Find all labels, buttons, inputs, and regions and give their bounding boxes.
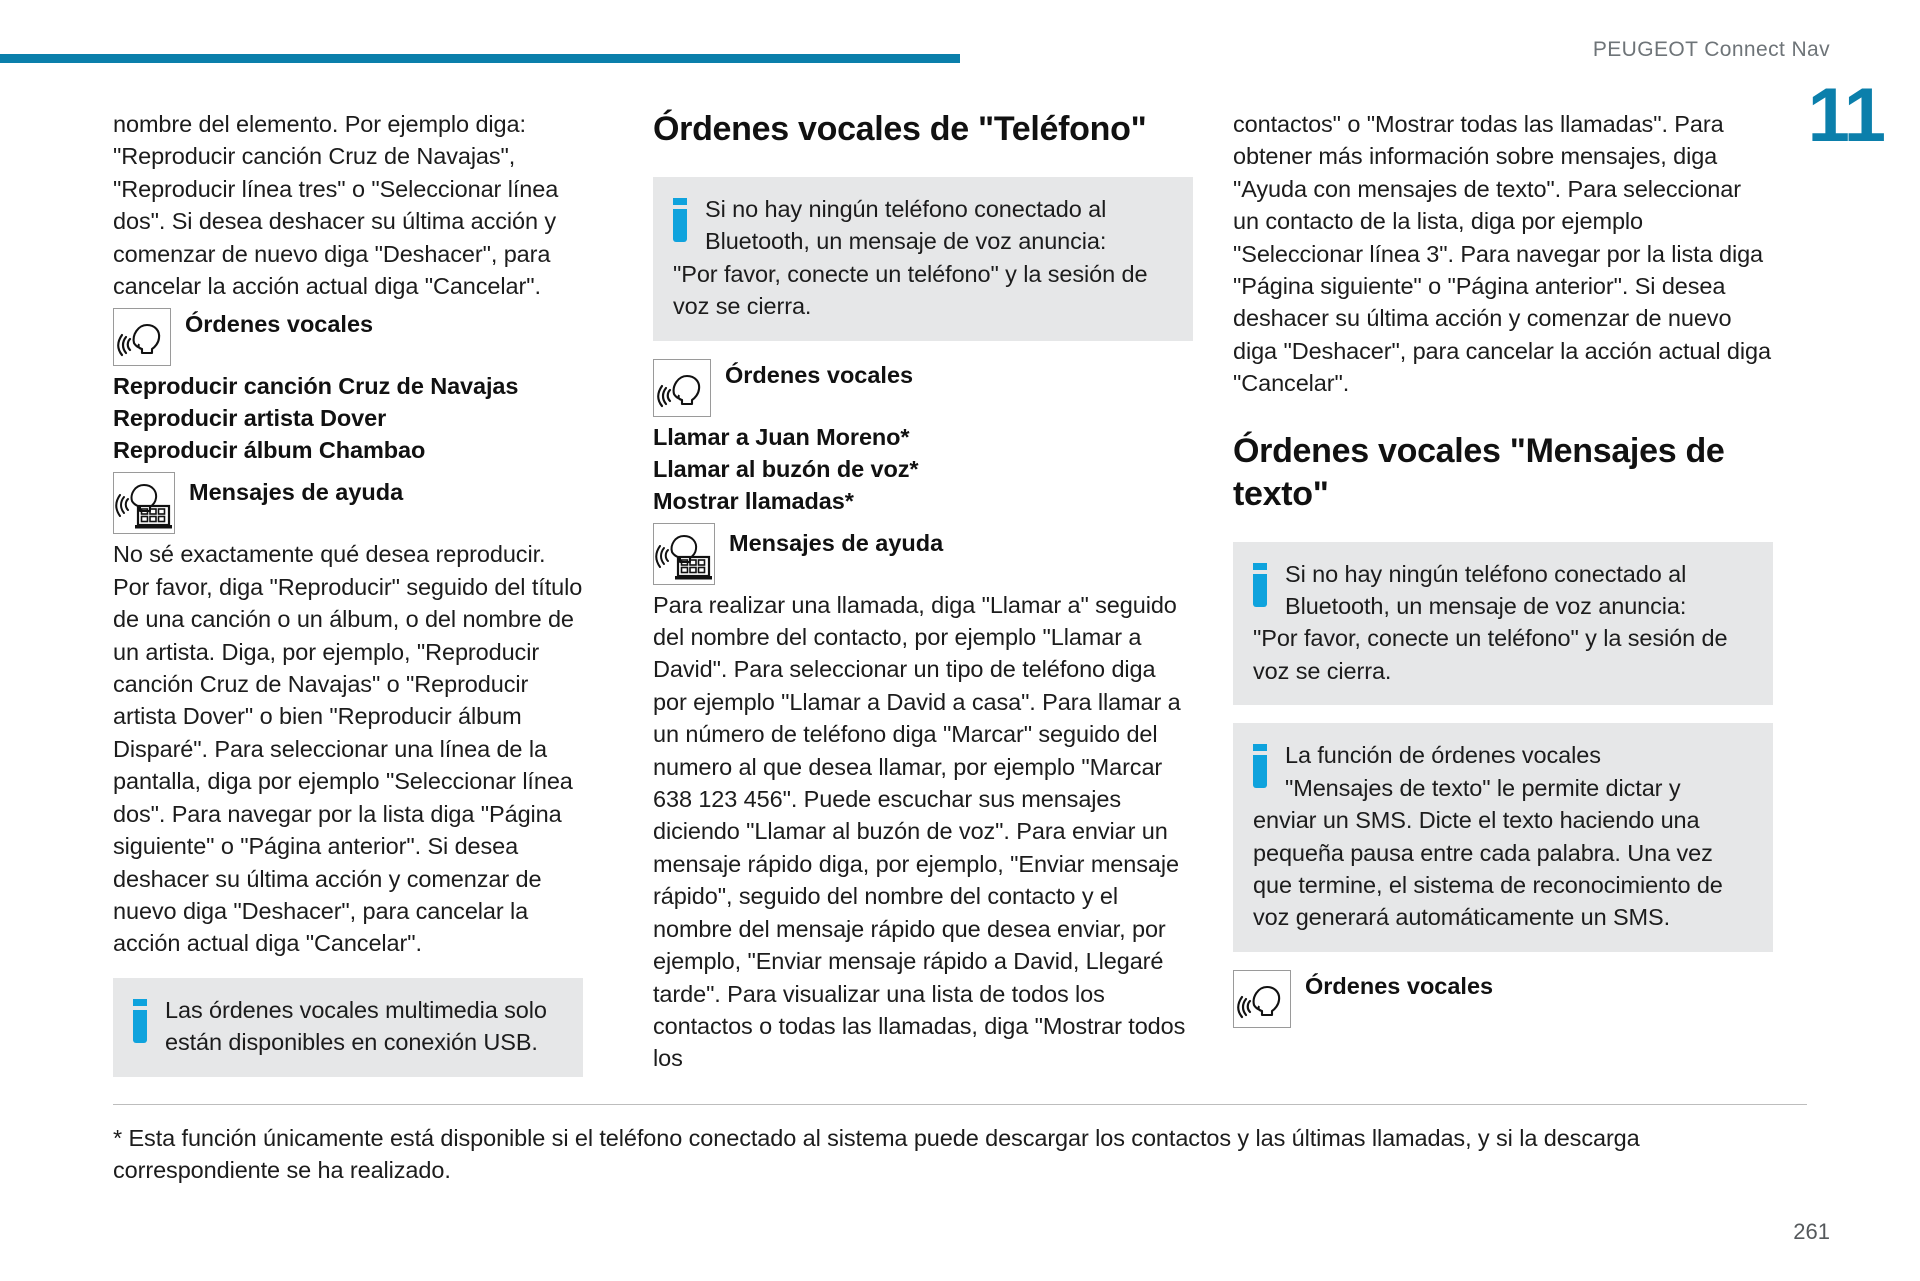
note-line: Bluetooth, un mensaje de voz anuncia:: [705, 228, 1107, 255]
column-1: [113, 108, 583, 1095]
note-line: "Por favor, conecte un teléfono" y la sesión de: [673, 260, 1148, 287]
col1-help-messages-label: Mensajes de ayuda: [189, 479, 404, 506]
page-title: Órdenes vocales de "Teléfono": [653, 110, 1147, 148]
footnote-text: * Esta función únicamente está disponible si el teléfono conectado al sistema puede descargar los contactos y las últimas llamadas, y si la descarga correspondiente se ha realizado.: [113, 1125, 1640, 1184]
column-2: [653, 108, 1193, 1095]
col1-paragraph-2: No sé exactamente qué desea reproducir. Por favor, diga "Reproducir" seguido del título de una canción o un álbum, o del nombre de un artista. Diga, por ejemplo, "Reproducir canción Cruz de Navajas" o "Reproducir artista Dover" o bien "Reproducir álbum Disparé". Para seleccionar una línea de la pantalla, diga por ejemplo "Seleccionar línea dos". Para navegar por la lista diga "Página siguiente" o "Página anterior". Si desea deshacer su última acción y comenzar de nuevo diga "Deshacer", para cancelar la acción actual diga "Cancelar".: [113, 541, 583, 957]
col3-info-note-2: [1233, 723, 1773, 951]
note-line: enviar un SMS.: [1253, 807, 1413, 834]
note-line: Si no hay ningún teléfono conectado al: [705, 196, 1107, 222]
list-item: Reproducir álbum Chambao: [113, 437, 426, 464]
col3-paragraph-1: contactos" o "Mostrar todas las llamadas". Para obtener más información sobre mensajes, diga "Ayuda con mensajes de texto". Para seleccionar un contacto de la lista, diga por ejemplo "Seleccionar línea 3". Para navegar por la lista diga "Página siguiente" o "Página anterior". Si desea deshacer su última acción y comenzar de nuevo diga "Deshacer", para cancelar la acción actual diga "Cancelar".: [1233, 111, 1771, 397]
note-line: Las órdenes vocales multimedia solo: [165, 996, 547, 1023]
list-item: Mostrar llamadas*: [653, 487, 854, 514]
col1-help-messages-heading: [113, 472, 583, 534]
note-line: La función de órdenes vocales: [1285, 742, 1601, 769]
col3-section-title: Órdenes vocales "Mensajes de texto": [1233, 431, 1725, 513]
footnote-divider: [113, 1104, 1807, 1105]
col2-info-note: [653, 177, 1193, 341]
info-icon: [673, 198, 687, 242]
col2-help-messages-heading: [653, 523, 1193, 585]
list-item: Reproducir artista Dover: [113, 405, 387, 432]
content-columns: [0, 108, 1920, 1095]
col2-command-list: [653, 421, 1193, 517]
page-number: 261: [1793, 1219, 1830, 1244]
list-item: Llamar al buzón de voz*: [653, 455, 919, 482]
col3-voice-commands-label: Órdenes vocales: [1305, 972, 1494, 999]
note-line: Si no hay ningún teléfono conectado al: [1285, 560, 1687, 587]
voice-head-icon: [1233, 970, 1291, 1028]
list-item: Llamar a Juan Moreno*: [653, 423, 910, 450]
note-line: entre cada palabra.: [1420, 839, 1621, 866]
col2-voice-commands-heading: [653, 359, 1193, 417]
note-line: Bluetooth, un mensaje de voz anuncia:: [1285, 593, 1687, 620]
col1-command-list: [113, 370, 583, 466]
col2-help-messages-label: Mensajes de ayuda: [729, 529, 944, 556]
voice-head-keyboard-icon: [113, 472, 175, 534]
note-line: Dicte el texto haciendo una pequeña pausa: [1253, 807, 1700, 866]
info-icon: [133, 999, 147, 1043]
col2-paragraph: Para realizar una llamada, diga "Llamar a" seguido del nombre del contacto, por ejemplo "Llamar a David". Para seleccionar un tipo de teléfono diga por ejemplo "Llamar a David a casa". Para llamar a un número de teléfono diga "Marcar" seguido del numero al que desea llamar, por ejemplo "Marcar 638 123 456". Puede escuchar sus mensajes diciendo "Llamar al buzón de voz". Para enviar un mensaje rápido diga, por ejemplo, "Enviar mensaje rápido", seguido del nombre del contacto y el nombre del mensaje rápido que desea enviar, por ejemplo, "Enviar mensaje rápido a David, Llegaré tarde". Para visualizar una lista de todos los contactos o todas las llamadas, diga "Mostrar todos los: [653, 591, 1186, 1072]
col1-info-note: [113, 978, 583, 1077]
info-icon: [1253, 563, 1267, 607]
list-item: Reproducir canción Cruz de Navajas: [113, 373, 519, 400]
col1-voice-commands-label: Órdenes vocales: [185, 311, 374, 338]
col3-voice-commands-heading: [1233, 970, 1773, 1028]
header-brand-title: PEUGEOT Connect Nav: [1592, 38, 1830, 61]
col1-paragraph-1: nombre del elemento. Por ejemplo diga: "Reproducir canción Cruz de Navajas", "Reproducir línea tres" o "Seleccionar línea dos". Si desea deshacer su última acción y comenzar de nuevo diga "Deshacer", para cancelar la acción actual diga "Cancelar".: [113, 111, 559, 300]
note-line: voz se cierra.: [1253, 657, 1392, 684]
note-line: "Mensajes de texto" le permite dictar y: [1285, 774, 1681, 801]
chapter-number: 11: [1807, 73, 1884, 158]
note-line: Una vez que termine, el sistema de: [1253, 839, 1713, 898]
voice-head-icon: [653, 359, 711, 417]
col2-voice-commands-label: Órdenes vocales: [725, 361, 914, 388]
voice-head-icon: [113, 308, 171, 366]
note-line: automáticamente un SMS.: [1395, 904, 1671, 931]
voice-head-keyboard-icon: [653, 523, 715, 585]
col1-voice-commands-heading: [113, 308, 583, 366]
info-icon: [1253, 744, 1267, 788]
col3-info-note-1: [1233, 542, 1773, 706]
note-line: "Por favor, conecte un teléfono" y la sesión de: [1253, 625, 1728, 652]
column-3: [1233, 108, 1773, 1095]
header-accent-bar: [0, 54, 960, 63]
note-line: están disponibles en conexión USB.: [165, 1029, 538, 1056]
note-line: voz se cierra.: [673, 293, 812, 320]
note-line: reconocimiento de voz generará: [1253, 871, 1723, 931]
